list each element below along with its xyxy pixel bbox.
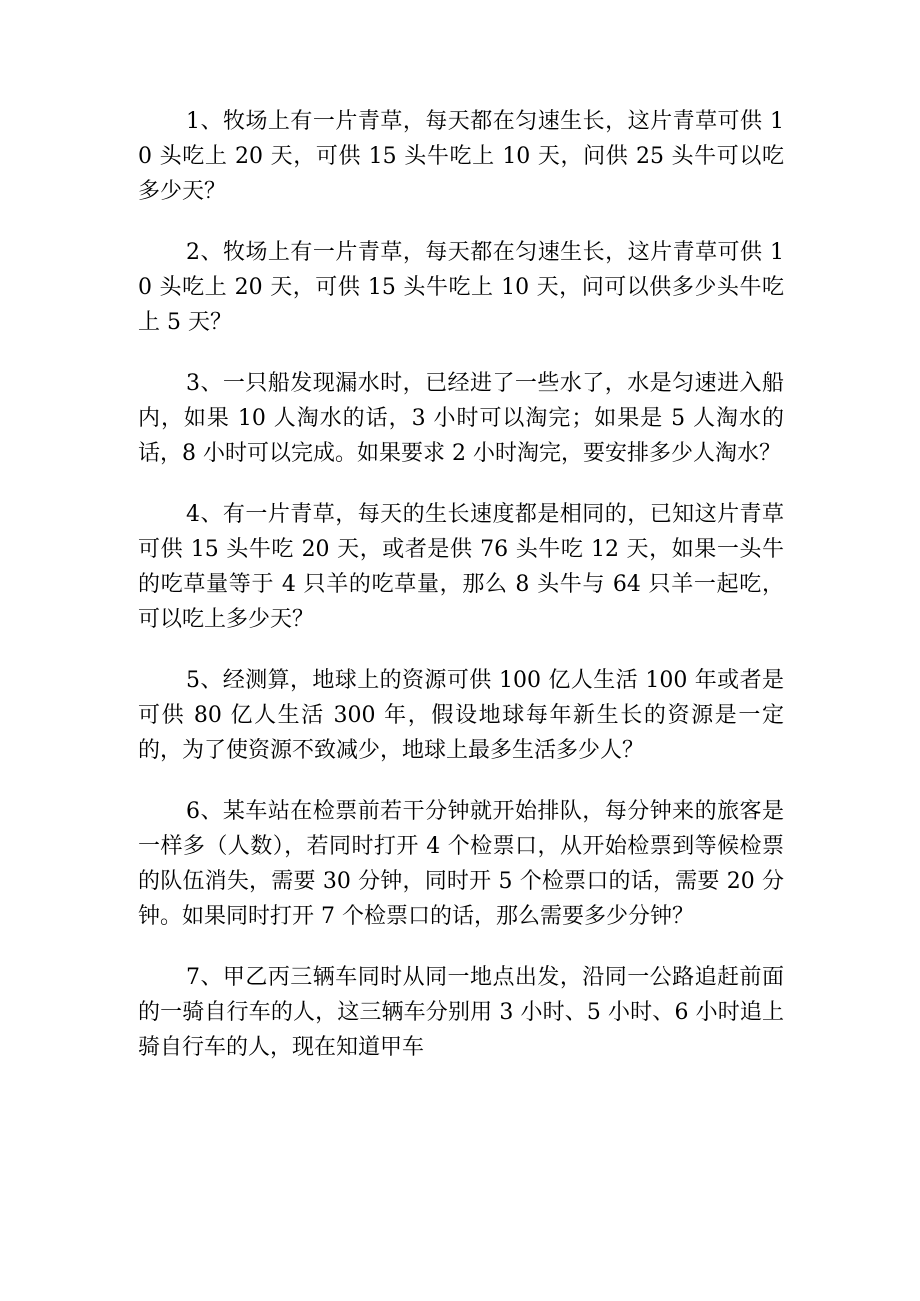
problem-6: 6、某车站在检票前若干分钟就开始排队，每分钟来的旅客是一样多（人数），若同时打开 4 个检票口，从开始检票到等候检票的队伍消失，需要 30 分钟，同时开 5 个检票口的话，需要 20 分钟。如果同时打开 7 个检票口的话，那么需要多少分钟？ — [138, 799, 784, 929]
problem-7: 7、甲乙丙三辆车同时从同一地点出发，沿同一公路追赶前面的一骑自行车的人，这三辆车分别用 3 小时、5 小时、6 小时追上骑自行车的人，现在知道甲车 — [138, 965, 784, 1060]
problem-5: 5、经测算，地球上的资源可供 100 亿人生活 100 年或者是可供 80 亿人生活 300 年，假设地球每年新生长的资源是一定的，为了使资源不致减少，地球上最多生活多少人？ — [138, 668, 784, 763]
problem-4: 4、有一片青草，每天的生长速度都是相同的，已知这片青草可供 15 头牛吃 20 天，或者是供 76 头牛吃 12 天，如果一头牛的吃草量等于 4 只羊的吃草量，那么 8 头牛与 64 只羊一起吃，可以吃上多少天？ — [138, 502, 784, 632]
problem-3: 3、一只船发现漏水时，已经进了一些水了，水是匀速进入船内，如果 10 人淘水的话，3 小时可以淘完；如果是 5 人淘水的话，8 小时可以完成。如果要求 2 小时淘完，要安排多少人淘水？ — [138, 371, 784, 466]
problem-2: 2、牧场上有一片青草，每天都在匀速生长，这片青草可供 10 头吃上 20 天，可供 15 头牛吃上 10 天，问可以供多少头牛吃上 5 天？ — [138, 240, 784, 335]
document-page — [138, 104, 784, 1091]
problem-1: 1、牧场上有一片青草，每天都在匀速生长，这片青草可供 10 头吃上 20 天，可供 15 头牛吃上 10 天，问供 25 头牛可以吃多少天？ — [138, 109, 784, 204]
